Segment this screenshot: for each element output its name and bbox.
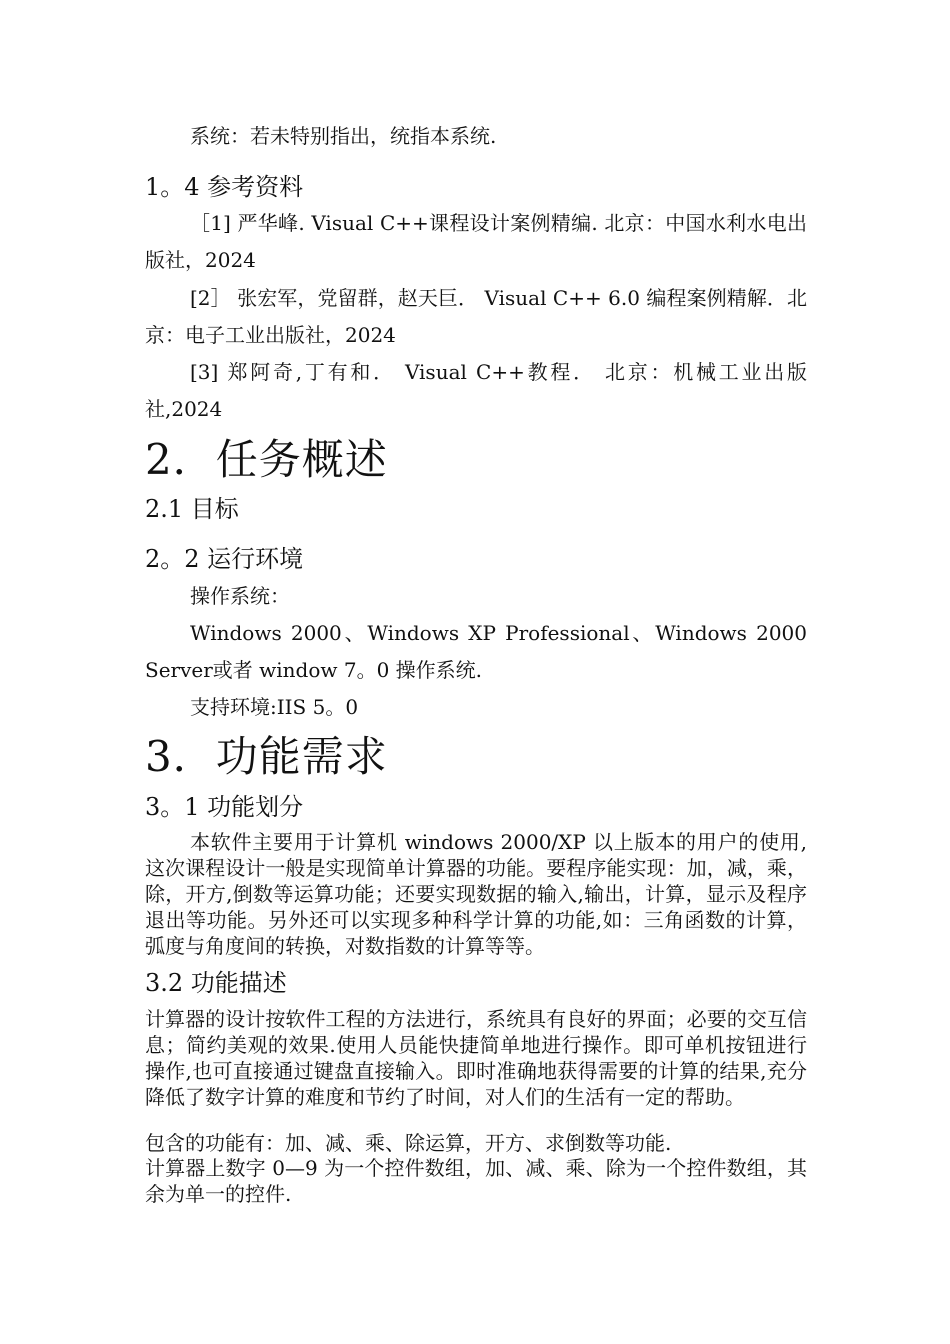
heading-1-4: 1。4 参考资料 — [145, 173, 304, 201]
heading-2: 2．任务概述 — [145, 435, 388, 484]
function-description-para-3: 计算器上数字 0—9 为一个控件数组，加、减、乘、除为一个控件数组，其余为单一的控件. — [145, 1156, 807, 1206]
function-division-body: 本软件主要用于计算机 windows 2000/XP 以上版本的用户的使用,这次课程设计一般是实现简单计算器的功能。要程序能实现：加，减，乘，除，开方,倒数等运算功能；还要实现数据的输入,输出，计算，显示及程序退出等功能。另外还可以实现多种科学计算的功能,如：三角函数的计算，弧度与角度间的转换，对数指数的计算等等。 — [145, 830, 807, 958]
heading-3: 3．功能需求 — [145, 732, 388, 781]
system-note: 系统：若未特别指出，统指本系统. — [190, 124, 497, 148]
os-label: 操作系统： — [190, 584, 290, 608]
support-env: 支持环境:IIS 5。0 — [190, 695, 359, 719]
os-value: Windows 2000、Windows XP Professional、Windows 2000 Server或者 window 7。0 操作系统. — [145, 621, 807, 682]
heading-3-2: 3.2 功能描述 — [145, 969, 287, 997]
function-description-para-2: 包含的功能有：加、减、乘、除运算，开方、求倒数等功能. — [145, 1131, 672, 1155]
function-description-para-1: 计算器的设计按软件工程的方法进行，系统具有良好的界面；必要的交互信息；简约美观的效果.使用人员能快捷简单地进行操作。即可单机按钮进行操作,也可直接通过键盘直接输入。即时准确地获得需要的计算的结果,充分降低了数字计算的难度和节约了时间，对人们的生活有一定的帮助。 — [145, 1007, 807, 1109]
reference-3: [3] 郑阿奇,丁有和． Visual C++教程． 北京：机械工业出版社,2024 — [145, 360, 807, 421]
heading-2-1: 2.1 目标 — [145, 495, 239, 523]
reference-1: ［1] 严华峰. Visual C++课程设计案例精编. 北京：中国水利水电出版社，2024 — [145, 211, 807, 272]
heading-3-1: 3。1 功能划分 — [145, 793, 304, 821]
reference-2: [2］ 张宏军，党留群，赵天巨． Visual C++ 6.0 编程案例精解．北京：电子工业出版社，2024 — [145, 286, 807, 347]
heading-2-2: 2。2 运行环境 — [145, 545, 304, 573]
